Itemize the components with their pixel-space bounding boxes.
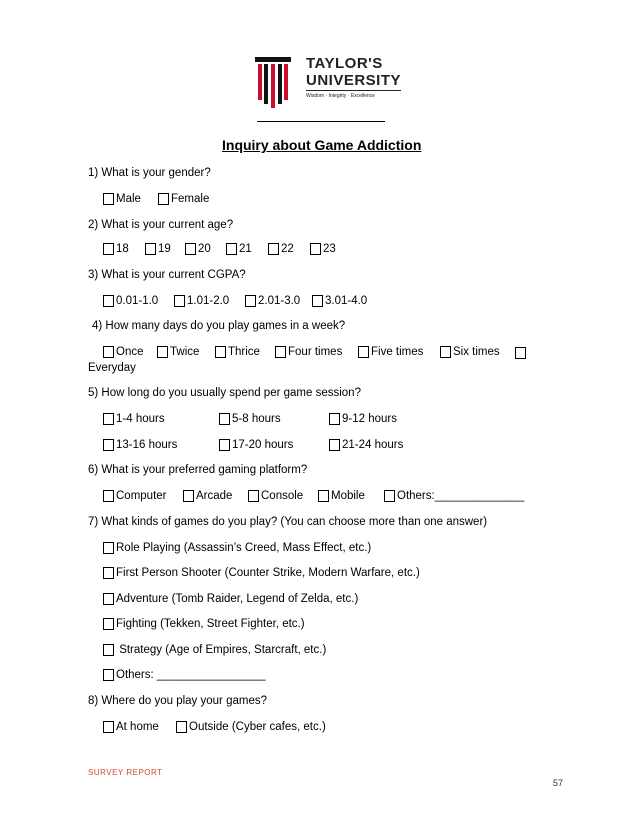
checkbox[interactable] <box>183 490 194 502</box>
checkbox-everyday[interactable] <box>515 347 526 359</box>
option-role-playing[interactable]: Role Playing (Assassin’s Creed, Mass Effect, etc.) <box>103 542 371 554</box>
header-rule <box>257 121 385 122</box>
option-everyday-label: Everyday <box>88 362 136 374</box>
option-age-21[interactable]: 21 <box>226 243 252 255</box>
option-four-times[interactable]: Four times <box>275 346 342 358</box>
option-six-times[interactable]: Six times <box>440 346 500 358</box>
checkbox[interactable] <box>219 413 230 425</box>
option-age-22[interactable]: 22 <box>268 243 294 255</box>
checkbox[interactable] <box>103 542 114 554</box>
checkbox[interactable] <box>176 721 187 733</box>
option-cgpa-2[interactable]: 1.01-2.0 <box>174 295 229 307</box>
option-cgpa-1[interactable]: 0.01-1.0 <box>103 295 158 307</box>
checkbox[interactable] <box>158 193 169 205</box>
option-thrice[interactable]: Thrice <box>215 346 260 358</box>
option-9-12-hours[interactable]: 9-12 hours <box>329 413 397 425</box>
checkbox[interactable] <box>268 243 279 255</box>
option-17-20-hours[interactable]: 17-20 hours <box>219 439 293 451</box>
page-title: Inquiry about Game Addiction <box>222 137 422 153</box>
question-1: 1) What is your gender? <box>88 167 211 179</box>
university-logo <box>253 53 408 113</box>
option-female[interactable]: Female <box>158 193 209 205</box>
option-first-person-shooter[interactable]: First Person Shooter (Counter Strike, Modern Warfare, etc.) <box>103 567 420 579</box>
checkbox[interactable] <box>103 346 114 358</box>
logo-line2: UNIVERSITY <box>306 72 402 89</box>
option-adventure[interactable]: Adventure (Tomb Raider, Legend of Zelda, etc.) <box>103 593 358 605</box>
checkbox[interactable] <box>358 346 369 358</box>
checkbox[interactable] <box>329 439 340 451</box>
checkbox[interactable] <box>157 346 168 358</box>
checkbox[interactable] <box>103 644 114 656</box>
option-13-16-hours[interactable]: 13-16 hours <box>103 439 177 451</box>
option-five-times[interactable]: Five times <box>358 346 423 358</box>
university-crest-icon <box>253 53 293 108</box>
question-2: 2) What is your current age? <box>88 219 234 231</box>
option-cgpa-4[interactable]: 3.01-4.0 <box>312 295 367 307</box>
option-console[interactable]: Console <box>248 490 303 502</box>
question-6: 6) What is your preferred gaming platform? <box>88 464 308 476</box>
question-7: 7) What kinds of games do you play? (You can choose more than one answer) <box>88 516 488 528</box>
option-age-18[interactable]: 18 <box>103 243 129 255</box>
option-male[interactable]: Male <box>103 193 141 205</box>
checkbox[interactable] <box>103 721 114 733</box>
option-age-19[interactable]: 19 <box>145 243 171 255</box>
checkbox[interactable] <box>103 193 114 205</box>
option-cgpa-3[interactable]: 2.01-3.0 <box>245 295 300 307</box>
logo-divider <box>306 90 401 91</box>
checkbox[interactable] <box>219 439 230 451</box>
option-arcade[interactable]: Arcade <box>183 490 232 502</box>
option-outside[interactable]: Outside (Cyber cafes, etc.) <box>176 721 326 733</box>
checkbox[interactable] <box>103 593 114 605</box>
checkbox[interactable] <box>103 439 114 451</box>
checkbox[interactable] <box>103 669 114 681</box>
option-once[interactable]: Once <box>103 346 144 358</box>
checkbox[interactable] <box>174 295 185 307</box>
checkbox[interactable] <box>103 618 114 630</box>
checkbox[interactable] <box>440 346 451 358</box>
option-age-23[interactable]: 23 <box>310 243 336 255</box>
option-age-20[interactable]: 20 <box>185 243 211 255</box>
footer-label: SURVEY REPORT <box>88 768 163 777</box>
option-5-8-hours[interactable]: 5-8 hours <box>219 413 281 425</box>
logo-tagline: Wisdom · Integrity · Excellence <box>306 93 375 99</box>
checkbox[interactable] <box>215 346 226 358</box>
checkbox[interactable] <box>310 243 321 255</box>
checkbox[interactable] <box>275 346 286 358</box>
checkbox[interactable] <box>103 295 114 307</box>
option-strategy[interactable]: Strategy (Age of Empires, Starcraft, etc.) <box>103 644 326 656</box>
option-mobile[interactable]: Mobile <box>318 490 365 502</box>
checkbox[interactable] <box>329 413 340 425</box>
checkbox[interactable] <box>103 413 114 425</box>
checkbox[interactable] <box>103 243 114 255</box>
checkbox[interactable] <box>245 295 256 307</box>
checkbox[interactable] <box>318 490 329 502</box>
question-8: 8) Where do you play your games? <box>88 695 267 707</box>
checkbox[interactable] <box>145 243 156 255</box>
option-at-home[interactable]: At home <box>103 721 159 733</box>
option-genre-others[interactable]: Others: _________________ <box>103 669 266 681</box>
question-3: 3) What is your current CGPA? <box>88 269 246 281</box>
checkbox[interactable] <box>226 243 237 255</box>
checkbox[interactable] <box>103 490 114 502</box>
option-platform-others[interactable]: Others:______________ <box>384 490 524 502</box>
checkbox[interactable] <box>384 490 395 502</box>
question-4: 4) How many days do you play games in a week? <box>92 320 346 332</box>
logo-line1: TAYLOR'S <box>306 55 383 72</box>
option-fighting[interactable]: Fighting (Tekken, Street Fighter, etc.) <box>103 618 305 630</box>
checkbox[interactable] <box>103 567 114 579</box>
checkbox[interactable] <box>185 243 196 255</box>
option-computer[interactable]: Computer <box>103 490 167 502</box>
option-1-4-hours[interactable]: 1-4 hours <box>103 413 165 425</box>
checkbox[interactable] <box>312 295 323 307</box>
checkbox[interactable] <box>248 490 259 502</box>
option-twice[interactable]: Twice <box>157 346 199 358</box>
page-number: 57 <box>553 778 564 788</box>
question-5: 5) How long do you usually spend per game session? <box>88 387 361 399</box>
option-21-24-hours[interactable]: 21-24 hours <box>329 439 403 451</box>
